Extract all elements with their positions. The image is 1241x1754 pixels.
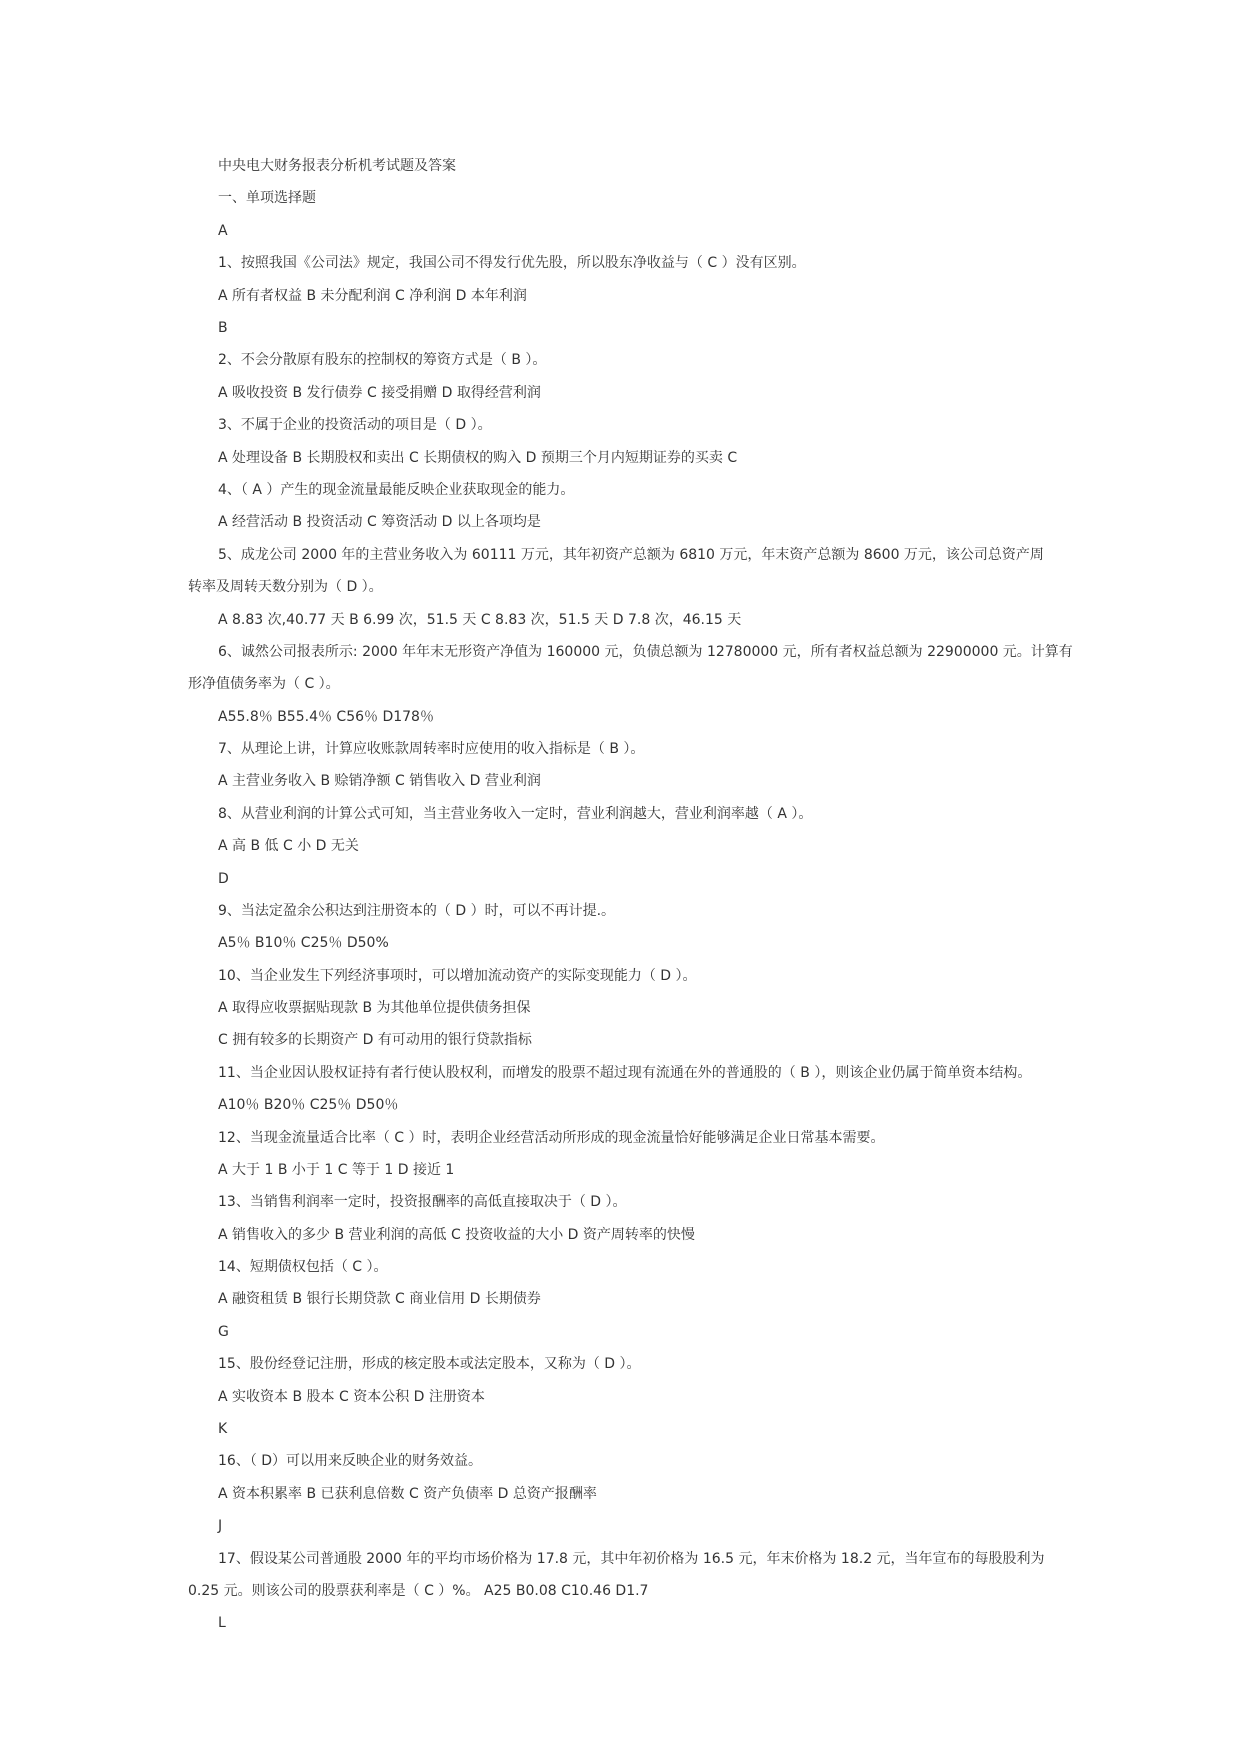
question-7: 7、从理论上讲，计算应收账款周转率时应使用的收入指标是（ B ）。 <box>218 741 645 757</box>
options-13: A 销售收入的多少 B 营业利润的高低 C 投资收益的大小 D 资产周转率的快慢 <box>218 1227 695 1243</box>
letter-marker: B <box>218 320 228 336</box>
section-heading: 一、单项选择题 <box>218 190 316 206</box>
question-17: 17、假设某公司普通股 2000 年的平均市场价格为 17.8 元，其中年初价格为 16.5 元，年末价格为 18.2 元，当年宣布的每股股利为 <box>218 1551 1045 1567</box>
options-10-continued: C 拥有较多的长期资产 D 有可动用的银行贷款指标 <box>218 1032 532 1048</box>
options-3: A 处理设备 B 长期股权和卖出 C 长期债权的购入 D 预期三个月内短期证券的买卖 C <box>218 450 738 466</box>
question-15: 15、股份经登记注册，形成的核定股本或法定股本，又称为（ D ）。 <box>218 1356 641 1372</box>
question-10: 10、当企业发生下列经济事项时，可以增加流动资产的实际变现能力（ D ）。 <box>218 968 697 984</box>
question-5: 5、成龙公司 2000 年的主营业务收入为 60111 万元，其年初资产总额为 6810 万元，年末资产总额为 8600 万元，该公司总资产周 <box>218 547 1044 563</box>
question-13: 13、当销售利润率一定时，投资报酬率的高低直接取决于（ D ）。 <box>218 1194 627 1210</box>
options-7: A 主营业务收入 B 赊销净额 C 销售收入 D 营业利润 <box>218 773 541 789</box>
options-9: A5％ B10％ C25％ D50% <box>218 935 389 951</box>
options-4: A 经营活动 B 投资活动 C 筹资活动 D 以上各项均是 <box>218 514 541 530</box>
letter-marker: K <box>218 1421 228 1437</box>
question-2: 2、不会分散原有股东的控制权的筹资方式是（ B ）。 <box>218 352 547 368</box>
options-16: A 资本积累率 B 已获利息倍数 C 资产负债率 D 总资产报酬率 <box>218 1486 597 1502</box>
question-1: 1、按照我国《公司法》规定，我国公司不得发行优先股，所以股东净收益与（ C ）没有区别。 <box>218 255 806 271</box>
question-16: 16、（ D）可以用来反映企业的财务效益。 <box>218 1453 483 1469</box>
question-14: 14、短期债权包括（ C ）。 <box>218 1259 388 1275</box>
question-3: 3、不属于企业的投资活动的项目是（ D ）。 <box>218 417 492 433</box>
letter-marker: L <box>218 1615 226 1631</box>
options-11: A10％ B20％ C25％ D50％ <box>218 1097 399 1113</box>
question-17-continued: 0.25 元。则该公司的股票获利率是（ C ）%。 A25 B0.08 C10.46 D1.7 <box>188 1583 649 1599</box>
options-5: A 8.83 次,40.77 天 B 6.99 次，51.5 天 C 8.83 次，51.5 天 D 7.8 次，46.15 天 <box>218 612 742 628</box>
doc-title: 中央电大财务报表分析机考试题及答案 <box>218 158 456 174</box>
letter-marker: D <box>218 871 229 887</box>
options-2: A 吸收投资 B 发行债券 C 接受捐赠 D 取得经营利润 <box>218 385 541 401</box>
letter-marker: G <box>218 1324 229 1340</box>
options-14: A 融资租赁 B 银行长期贷款 C 商业信用 D 长期债券 <box>218 1291 541 1307</box>
options-6: A55.8％ B55.4％ C56％ D178％ <box>218 709 434 725</box>
options-12: A 大于 1 B 小于 1 C 等于 1 D 接近 1 <box>218 1162 455 1178</box>
question-8: 8、从营业利润的计算公式可知，当主营业务收入一定时，营业利润越大，营业利润率越（ A ）。 <box>218 806 813 822</box>
options-1: A 所有者权益 B 未分配利润 C 净利润 D 本年利润 <box>218 288 527 304</box>
question-11: 11、当企业因认股权证持有者行使认股权利，而增发的股票不超过现有流通在外的普通股的（ B ），则该企业仍属于简单资本结构。 <box>218 1065 1032 1081</box>
question-6: 6、诚然公司报表所示: 2000 年年末无形资产净值为 160000 元，负债总额为 12780000 元，所有者权益总额为 22900000 元。计算有 <box>218 644 1073 660</box>
question-5-continued: 转率及周转天数分别为（ D ）。 <box>188 579 383 595</box>
options-10: A 取得应收票据贴现款 B 为其他单位提供债务担保 <box>218 1000 531 1016</box>
question-4: 4、（ A ）产生的现金流量最能反映企业获取现金的能力。 <box>218 482 575 498</box>
letter-marker: J <box>218 1518 223 1534</box>
options-15: A 实收资本 B 股本 C 资本公积 D 注册资本 <box>218 1389 485 1405</box>
question-9: 9、当法定盈余公积达到注册资本的（ D ）时，可以不再计提.。 <box>218 903 616 919</box>
letter-marker: A <box>218 223 228 239</box>
options-8: A 高 B 低 C 小 D 无关 <box>218 838 359 854</box>
question-12: 12、当现金流量适合比率（ C ）时，表明企业经营活动所形成的现金流量恰好能够满足企业日常基本需要。 <box>218 1130 885 1146</box>
question-6-continued: 形净值债务率为（ C ）。 <box>188 676 340 692</box>
